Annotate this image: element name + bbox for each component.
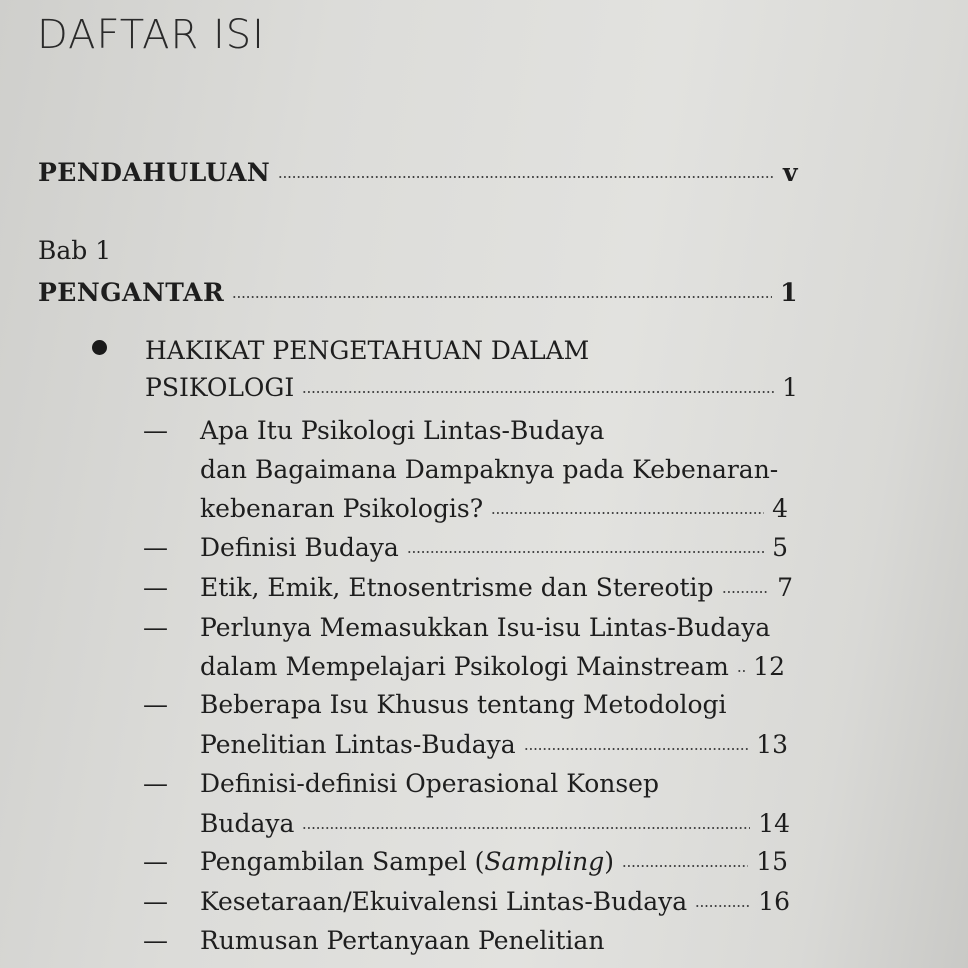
dash-marker: — — [143, 416, 168, 445]
toc-entry[interactable] — [200, 496, 788, 521]
toc-page-number: 1 — [780, 278, 798, 307]
dot-leader — [737, 669, 745, 673]
toc-entry-label: Kesetaraan/Ekuivalensi Lintas-Budaya — [200, 887, 688, 916]
toc-page-number: 12 — [753, 652, 785, 681]
toc-page-number: 5 — [772, 533, 788, 562]
toc-entry-line: dan Bagaimana Dampaknya pada Kebenaran- — [200, 455, 779, 484]
toc-entry[interactable] — [200, 811, 790, 836]
toc-entry-label: Definisi Budaya — [200, 533, 399, 562]
label-text: Pengambilan Sampel ( — [200, 847, 485, 876]
toc-entry-label: PENDAHULUAN — [38, 158, 271, 187]
toc-entry-line: Perlunya Memasukkan Isu-isu Lintas-Budaya — [200, 613, 771, 642]
dash-marker: — — [143, 769, 168, 798]
toc-page-number: 13 — [756, 730, 788, 759]
toc-entry-label: PENGANTAR — [38, 278, 225, 307]
toc-page-number: 16 — [758, 887, 790, 916]
dash-marker: — — [143, 573, 168, 602]
label-italic-text: Sampling — [484, 847, 605, 876]
chapter-label: Bab 1 — [38, 236, 112, 265]
dash-marker: — — [143, 613, 168, 642]
label-text: ) — [604, 847, 614, 876]
dot-leader — [491, 511, 764, 515]
toc-page-number: 4 — [772, 494, 788, 523]
dash-marker: — — [143, 926, 168, 955]
toc-entry[interactable] — [200, 654, 785, 679]
dash-marker: — — [143, 533, 168, 562]
toc-entry-pengantar[interactable] — [38, 280, 798, 305]
toc-entry-line: Definisi-definisi Operasional Konsep — [200, 769, 659, 798]
toc-entry-label: dalam Mempelajari Psikologi Mainstream — [200, 652, 729, 681]
toc-entry[interactable] — [200, 732, 788, 757]
toc-entry-label: kebenaran Psikologis? — [200, 494, 484, 523]
toc-entry-line: HAKIKAT PENGETAHUAN DALAM — [145, 336, 590, 365]
dot-leader — [695, 904, 750, 908]
toc-page-number: 15 — [756, 847, 788, 876]
toc-entry-label: PSIKOLOGI — [145, 373, 295, 402]
toc-entry-label: Etik, Emik, Etnosentrisme dan Stereotip — [200, 573, 714, 602]
dash-marker: — — [143, 887, 168, 916]
toc-entry[interactable] — [200, 535, 788, 560]
toc-entry-line: Rumusan Pertanyaan Penelitian — [200, 926, 605, 955]
dot-leader — [524, 747, 748, 751]
toc-entry-label: Penelitian Lintas-Budaya — [200, 730, 516, 759]
page-title: DAFTAR ISI — [37, 12, 265, 58]
toc-entry[interactable] — [200, 889, 790, 914]
dot-leader — [278, 175, 775, 179]
toc-page-number: v — [782, 158, 798, 187]
dot-leader — [407, 550, 764, 554]
toc-page-number: 7 — [777, 573, 793, 602]
toc-entry-line: Beberapa Isu Khusus tentang Metodologi — [200, 690, 727, 719]
dot-leader — [302, 826, 750, 830]
toc-entry-label: Budaya — [200, 809, 295, 838]
toc-page-number: 14 — [758, 809, 790, 838]
toc-entry-pendahuluan[interactable] — [38, 160, 798, 185]
toc-entry-hakikat[interactable] — [145, 375, 798, 400]
toc-page-number: 1 — [782, 373, 798, 402]
dot-leader — [302, 390, 774, 394]
dot-leader — [232, 295, 772, 299]
dot-leader — [622, 864, 748, 868]
toc-entry-label — [200, 849, 614, 874]
toc-entry[interactable] — [200, 575, 793, 600]
dash-marker: — — [143, 847, 168, 876]
toc-entry-line: Apa Itu Psikologi Lintas-Budaya — [200, 416, 605, 445]
bullet-icon — [92, 340, 107, 355]
toc-entry[interactable] — [200, 849, 788, 874]
dash-marker: — — [143, 690, 168, 719]
dot-leader — [722, 590, 770, 594]
